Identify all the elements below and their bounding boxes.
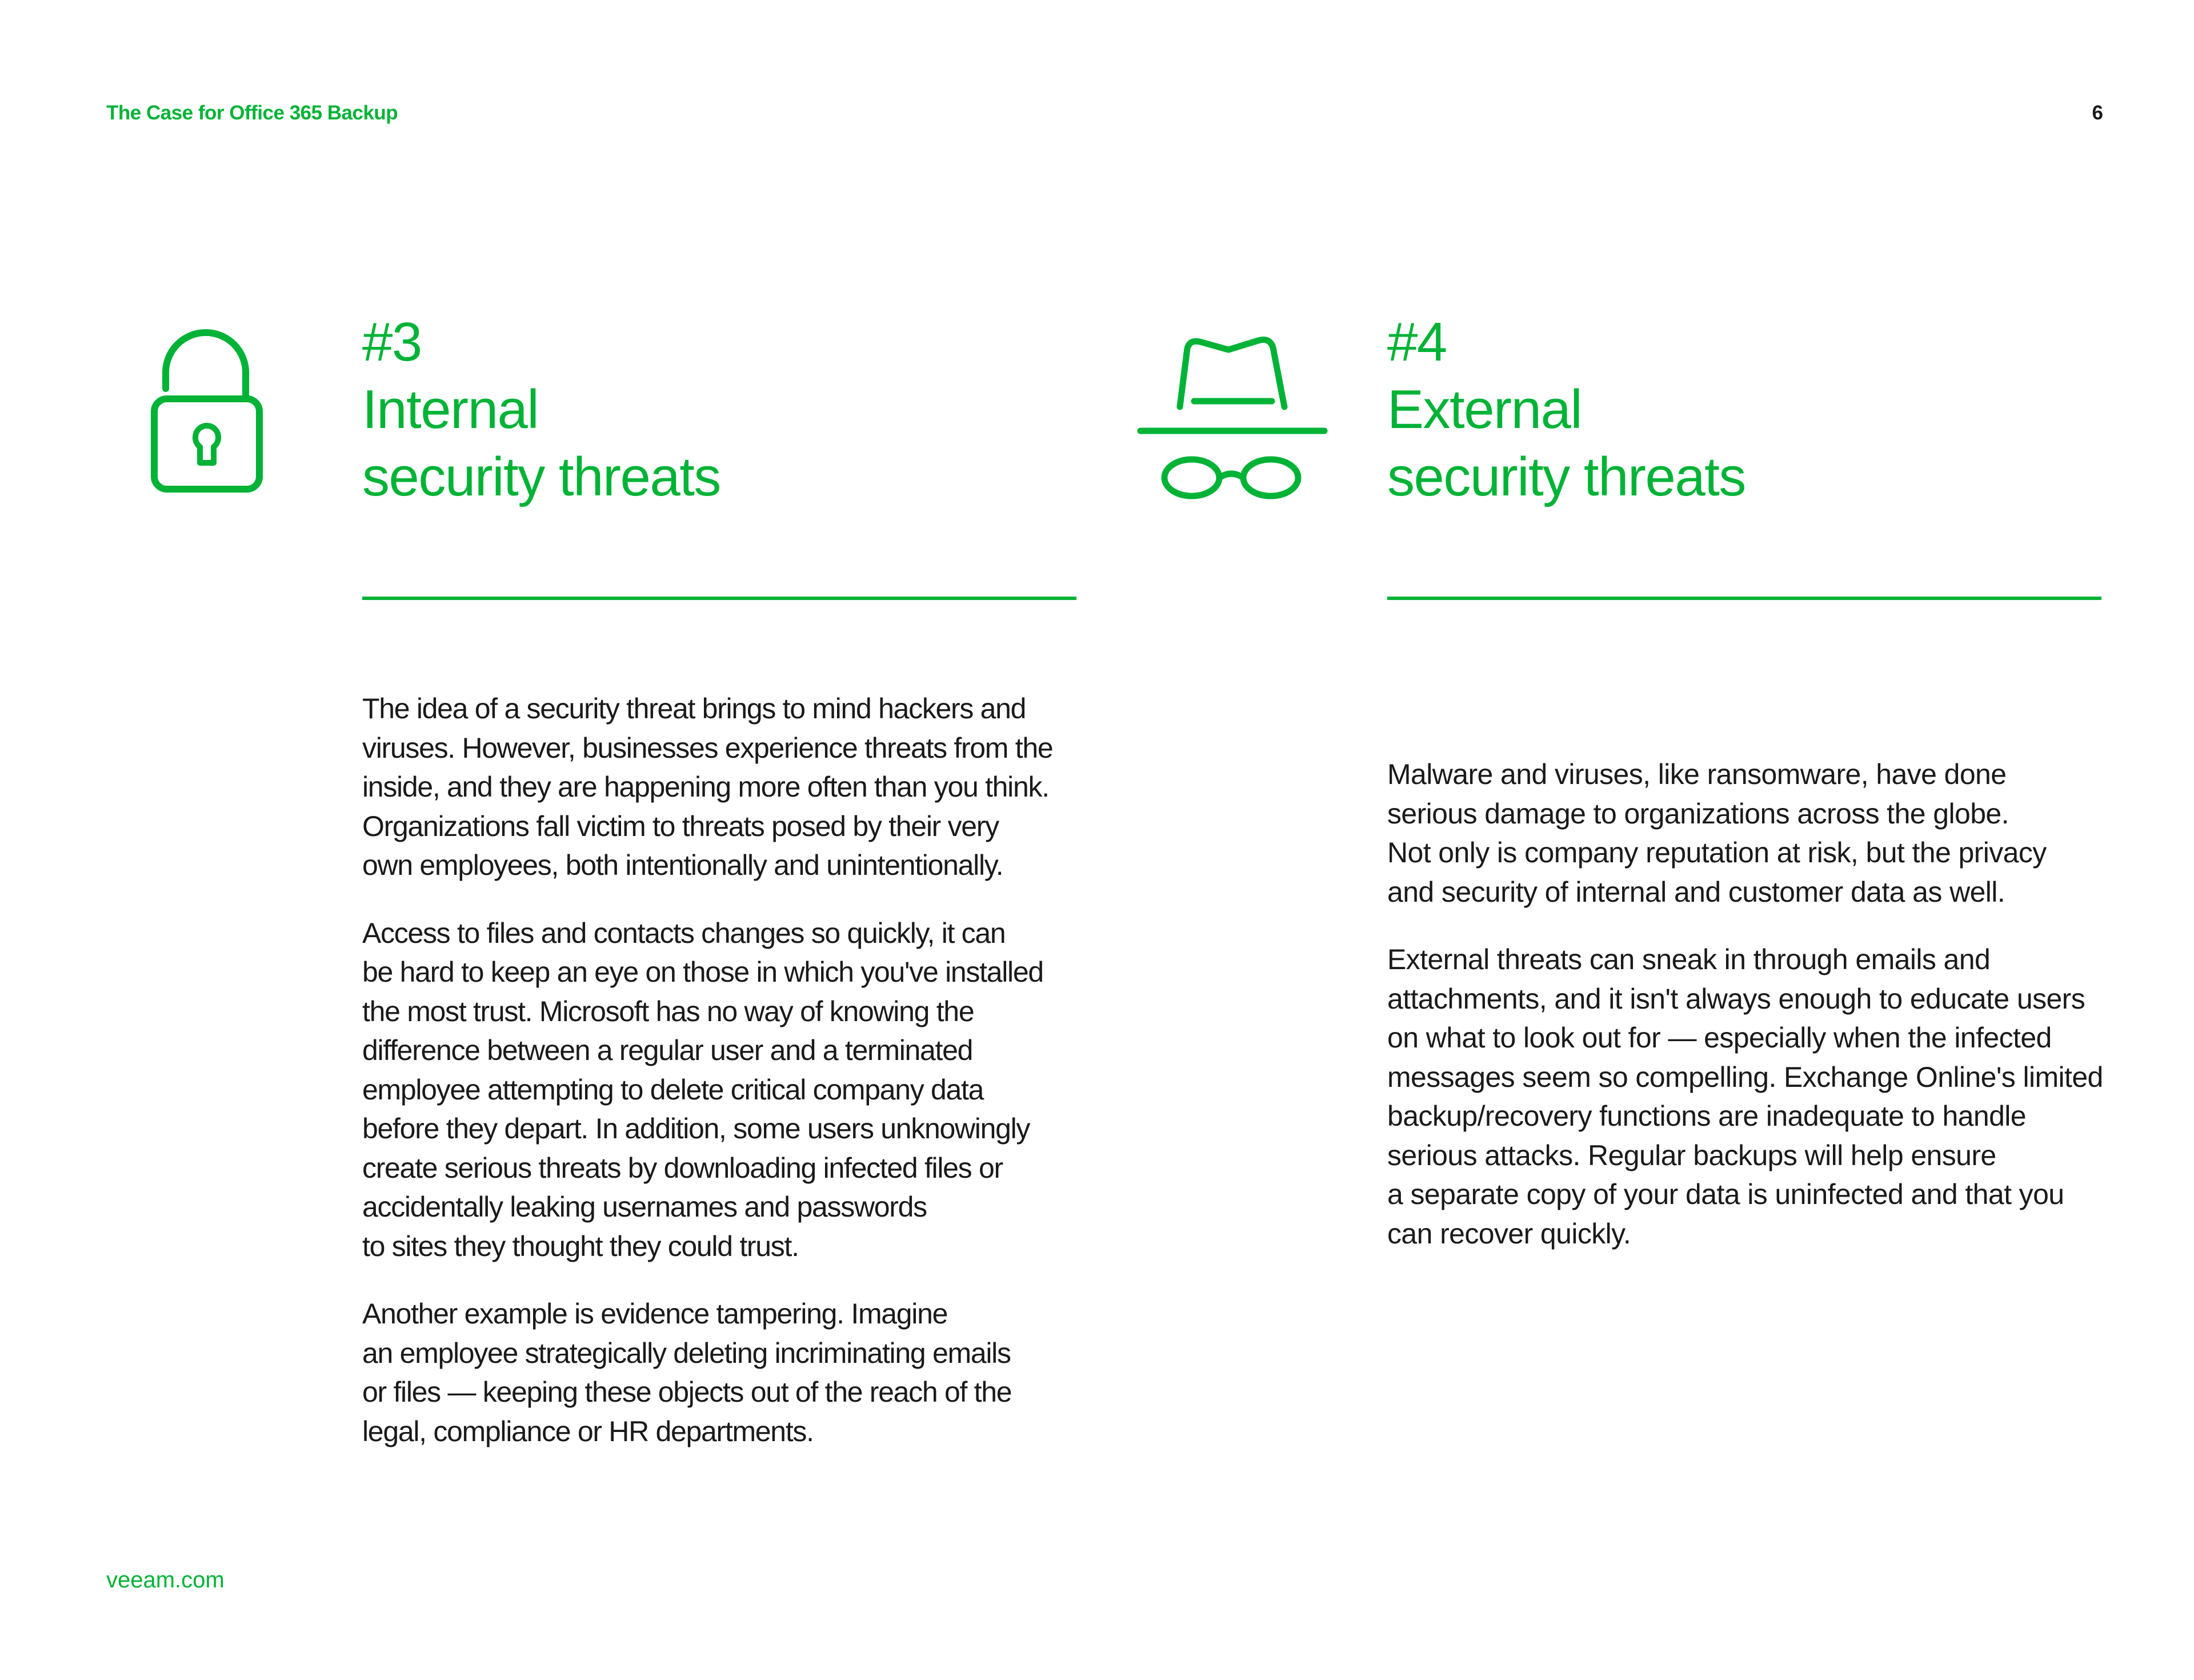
text-line: viruses. However, businesses experience threats from the [362,731,1053,764]
text-line: can recover quickly. [1387,1217,1631,1250]
text-line: on what to look out for — especially when the infected [1387,1022,2052,1054]
text-line: Access to files and contacts changes so quickly, it can [362,917,1006,949]
document-header-title: The Case for Office 365 Backup [106,102,398,124]
text-line: legal, compliance or HR departments. [362,1415,814,1447]
section-body [362,689,1094,1479]
paragraph [1387,755,2130,911]
spy-hat-glasses-icon [1137,337,1331,503]
text-line: inside, and they are happening more often than you think. [362,771,1049,803]
text-line: Another example is evidence tampering. Imagine [362,1298,948,1330]
paragraph [1387,940,2130,1253]
section-title-line1: Internal [362,379,539,440]
text-line: and security of internal and customer data as well. [1387,875,2005,908]
section-number: #4 [1387,311,1447,373]
text-line: employee attempting to delete critical company data [362,1073,984,1106]
paragraph [362,914,1094,1266]
text-line: backup/recovery functions are inadequate to handle [1387,1100,2026,1132]
text-line: the most trust. Microsoft has no way of knowing the [362,995,974,1027]
text-line: before they depart. In addition, some users unknowingly [362,1113,1030,1145]
text-line: Malware and viruses, like ransomware, have done [1387,758,2007,790]
text-line: be hard to keep an eye on those in which you've installed [362,956,1043,988]
text-line: a separate copy of your data is uninfected and that you [1387,1178,2064,1210]
text-line: The idea of a security threat brings to mind hackers and [362,693,1026,725]
section-number: #3 [362,311,422,373]
section-title-line2: security threats [362,446,720,507]
text-line: External threats can sneak in through emails and [1387,943,1991,975]
text-line: attachments, and it isn't always enough to educate users [1387,982,2085,1015]
paragraph [362,689,1094,885]
page-number: 6 [2092,102,2103,124]
text-line: accidentally leaking usernames and passwords [362,1191,927,1223]
text-line: to sites they thought they could trust. [362,1230,799,1262]
section-divider [362,597,1076,600]
paragraph [362,1294,1094,1451]
text-line: own employees, both intentionally and unintentionally. [362,849,1003,881]
footer-website-link[interactable]: veeam.com [106,1567,225,1593]
text-line: Not only is company reputation at risk, but the privacy [1387,837,2047,869]
text-line: an employee strategically deleting incriminating emails [362,1337,1011,1369]
text-line: serious damage to organizations across the globe. [1387,797,2009,830]
section-title-line1: External [1387,379,1582,440]
text-line: messages seem so compelling. Exchange Online's limited [1387,1061,2103,1093]
section-body [1387,755,2130,1282]
text-line: serious attacks. Regular backups will help ensure [1387,1139,1996,1171]
section-title-line2: security threats [1387,446,1745,507]
text-line: difference between a regular user and a terminated [362,1034,973,1066]
section-divider [1387,597,2101,600]
text-line: or files — keeping these objects out of the reach of the [362,1376,1012,1408]
section-heading [1387,309,1745,511]
section-heading [362,309,720,511]
text-line: Organizations fall victim to threats posed by their very [362,810,999,842]
open-padlock-icon [150,331,264,497]
text-line: create serious threats by downloading infected files or [362,1151,1003,1184]
